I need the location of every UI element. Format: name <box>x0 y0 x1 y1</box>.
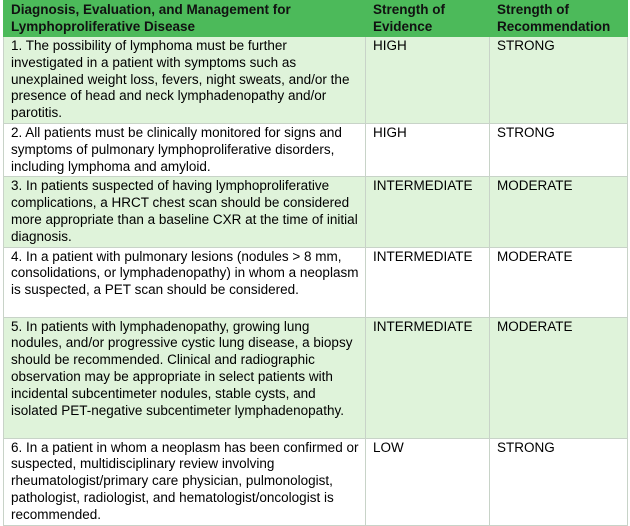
header-strength-of-evidence: Strength of Evidence <box>366 1 490 37</box>
evidence-value: HIGH <box>366 37 490 124</box>
table-row <box>4 438 628 525</box>
recommendation-value: STRONG <box>490 37 628 124</box>
table-row <box>4 177 628 247</box>
recommendation-text: 6. In a patient in whom a neoplasm has been confirmed or suspected, multidisciplinary review involving rheumatologist/primary care physician, pulmonologist, pathologist, radiologist, and hematologist/oncologist is recommended. <box>4 438 366 525</box>
recommendation-value: MODERATE <box>490 317 628 438</box>
recommendation-text: 3. In patients suspected of having lymphoproliferative complications, a HRCT chest scan should be considered more appropriate than a baseline CXR at the time of initial diagnosis. <box>4 177 366 247</box>
evidence-value: INTERMEDIATE <box>366 177 490 247</box>
evidence-value: HIGH <box>366 124 490 177</box>
recommendation-text: 4. In a patient with pulmonary lesions (nodules > 8 mm, consolidations, or lymphadenopathy) in whom a neoplasm is suspected, a PET scan should be considered. <box>4 247 366 317</box>
table-row <box>4 317 628 438</box>
recommendation-text: 5. In patients with lymphadenopathy, growing lung nodules, and/or progressive cystic lung disease, a biopsy should be recommended. Clinical and radiographic observation may be appropriate in select patients with incidental subcentimeter nodules, stable cysts, and isolated PET-negative subcentimeter lymphadenopathy. <box>4 317 366 438</box>
recommendation-value: STRONG <box>490 438 628 525</box>
header-diagnosis: Diagnosis, Evaluation, and Management for Lymphoproliferative Disease <box>4 1 366 37</box>
recommendation-value: MODERATE <box>490 247 628 317</box>
recommendation-text: 2. All patients must be clinically monitored for signs and symptoms of pulmonary lymphoproliferative disorders, including lymphoma and amyloid. <box>4 124 366 177</box>
recommendation-value: STRONG <box>490 124 628 177</box>
table-row <box>4 124 628 177</box>
evidence-value: INTERMEDIATE <box>366 247 490 317</box>
table-header-row <box>4 1 628 37</box>
table-row <box>4 37 628 124</box>
evidence-value: LOW <box>366 438 490 525</box>
recommendation-value: MODERATE <box>490 177 628 247</box>
recommendations-table <box>3 0 628 526</box>
table-row <box>4 247 628 317</box>
evidence-value: INTERMEDIATE <box>366 317 490 438</box>
recommendation-text: 1. The possibility of lymphoma must be further investigated in a patient with symptoms such as unexplained weight loss, fevers, night sweats, and/or the presence of head and neck lymphadenopathy and/or parotitis. <box>4 37 366 124</box>
header-strength-of-recommendation: Strength of Recommendation <box>490 1 628 37</box>
